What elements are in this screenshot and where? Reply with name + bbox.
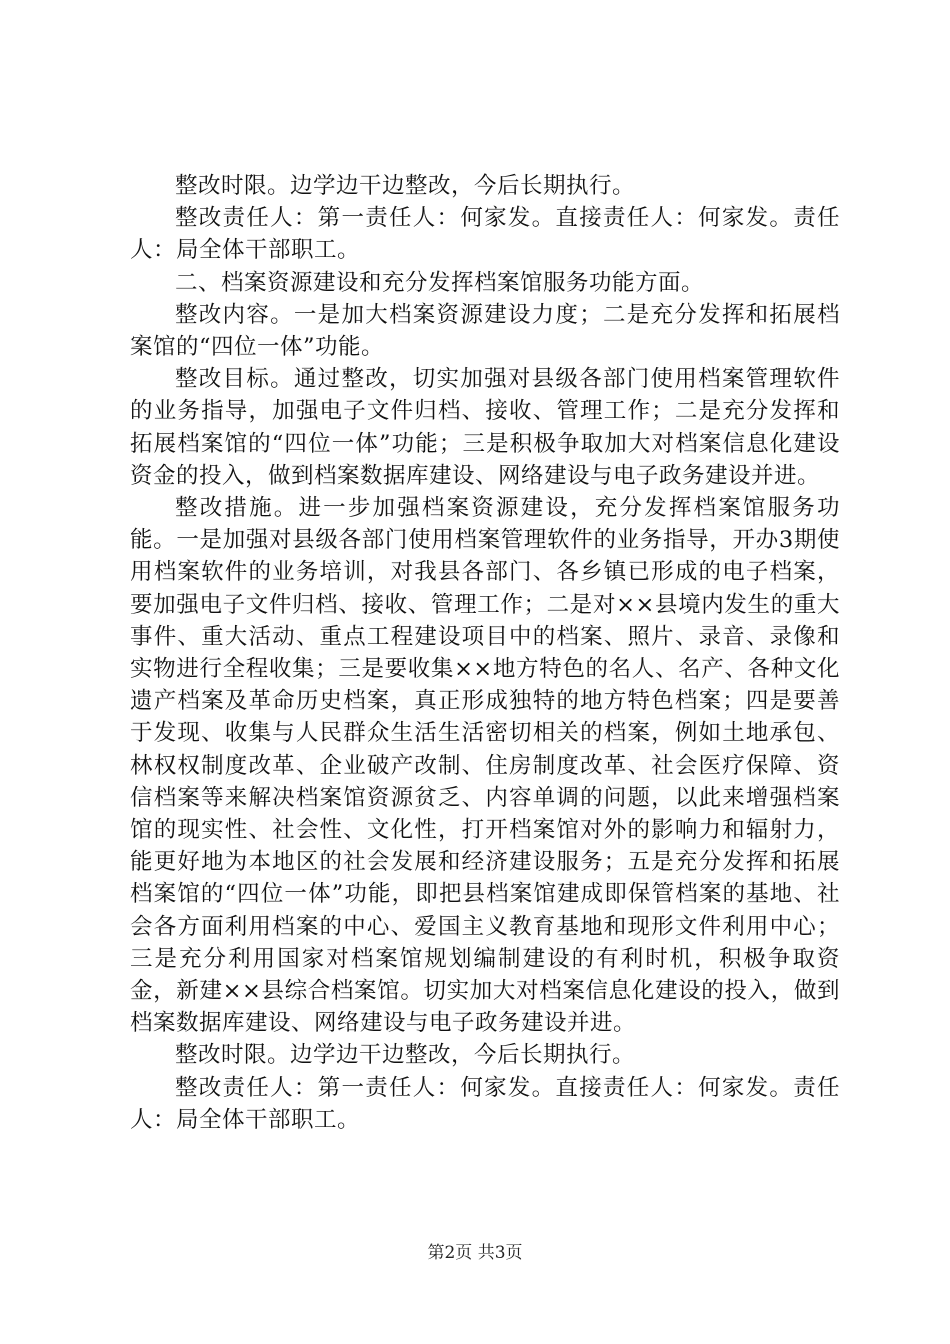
paragraph-rectification-measures: 整改措施。进一步加强档案资源建设，充分发挥档案馆服务功能。一是加强对县级各部门使用档案管理软件的业务指导，开办3期使用档案软件的业务培训，对我县各部门、各乡镇已形成的电子档案，要加强电子文件归档、接收、管理工作；二是对××县境内发生的重大事件、重大活动、重点工程建设项目中的档案、照片、录音、录像和实物进行全程收集；三是要收集××地方特色的名人、名产、各种文化遗产档案及革命历史档案，真正形成独特的地方特色档案；四是要善于发现、收集与人民群众生活生活密切相关的档案，例如土地承包、林权权制度改革、企业破产改制、住房制度改革、社会医疗保障、资信档案等来解决档案馆资源贫乏、内容单调的问题，以此来增强档案馆的现实性、社会性、文化性，打开档案馆对外的影响力和辐射力，能更好地为本地区的社会发展和经济建设服务；五是充分发挥和拓展档案馆的“四位一体”功能，即把县档案馆建成即保管档案的基地、社会各方面利用档案的中心、爱国主义教育基地和现形文件利用中心；三是充分利用国家对档案馆规划编制建设的有利时机，积极争取资金，新建××县综合档案馆。切实加大对档案信息化建设的投入，做到档案数据库建设、网络建设与电子政务建设并进。 (130, 495, 840, 1037)
paragraph-deadline-2: 整改时限。边学边干边整改，今后长期执行。 (175, 1042, 636, 1069)
section-heading-archive-resources: 二、档案资源建设和充分发挥档案馆服务功能方面。 (175, 269, 705, 296)
paragraph-responsible-2: 整改责任人：第一责任人：何家发。直接责任人：何家发。责任人：局全体干部职工。 (130, 1074, 840, 1133)
document-body (130, 170, 840, 1136)
paragraph-responsible-1: 整改责任人：第一责任人：何家发。直接责任人：何家发。责任人：局全体干部职工。 (130, 205, 840, 264)
paragraph-rectification-goal: 整改目标。通过整改，切实加强对县级各部门使用档案管理软件的业务指导，加强电子文件归档、接收、管理工作；二是充分发挥和拓展档案馆的“四位一体”功能；三是积极争取加大对档案信息化建设资金的投入，做到档案数据库建设、网络建设与电子政务建设并进。 (130, 366, 840, 489)
page-number: 第2页 共3页 (427, 1243, 523, 1263)
paragraph-deadline-1: 整改时限。边学边干边整改，今后长期执行。 (175, 173, 636, 199)
paragraph-rectification-content: 整改内容。一是加大档案资源建设力度；二是充分发挥和拓展档案馆的“四位一体”功能。 (130, 301, 840, 361)
